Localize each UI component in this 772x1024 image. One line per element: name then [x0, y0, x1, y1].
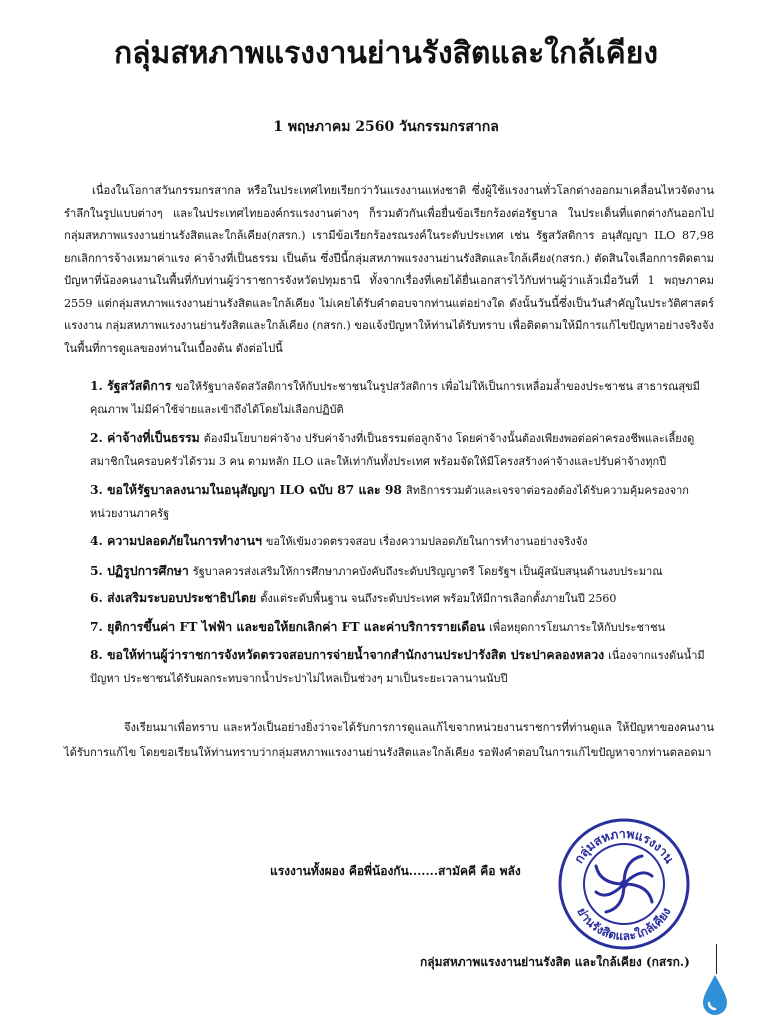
demand-title: 3. ขอให้รัฐบาลลงนามในอนุสัญญา ILO ฉบับ 87 และ 98	[90, 482, 402, 497]
demand-item	[90, 616, 716, 640]
demand-title: 8. ขอให้ท่านผู้ว่าราชการจังหวัดตรวจสอบการจ่ายน้ำจากสำนักงานประปารังสิต ประปาคลองหลวง	[90, 647, 605, 662]
demand-desc: สิทธิการรวมตัวและเจรจาต่อรองต้องได้รับความคุ้มครองจากหน่วยงานภาครัฐ	[90, 484, 689, 520]
demand-desc: เนื่องจากแรงดันน้ำมีปัญหา ประชาชนได้รับผลกระทบจากน้ำประปาไม่ไหลเป็นช่วงๆ มาเป็นระยะเวลานานนับปี	[90, 649, 705, 685]
demand-desc: เพื่อหยุดการโยนภาระให้กับประชาชน	[489, 621, 666, 634]
demand-item	[90, 479, 716, 525]
demand-desc: ขอให้รัฐบาลจัดสวัสดิการให้กับประชาชนในรูปสวัสดิการ เพื่อไม่ให้เป็นการเหลื่อมล้ำของประชาชน สาธารณสุขมีคุณภาพ ไม่มีค่าใช้จ่ายและเข้าถึงได้โดยไม่เลือกปฏิบัติ	[90, 380, 700, 416]
demand-title: 5. ปฏิรูปการศึกษา	[90, 563, 189, 578]
demand-desc: ต้องมีนโยบายค่าจ้าง ปรับค่าจ้างที่เป็นธรรมต่อลูกจ้าง โดยค่าจ้างนั้นต้องเพียงพอต่อค่าครองชีพและเลี้ยงดูสมาชิกในครอบครัวได้รวม 3 คน ตามหลัก ILO และให้เท่ากันทั้งประเทศ พร้อมจัดให้มีโครงสร้างค่าจ้างและปรับค่าจ้างทุกปี	[90, 432, 695, 468]
intro-paragraph: เนื่องในโอกาสวันกรรมกรสากล หรือในประเทศไทยเรียกว่าวันแรงงานแห่งชาติ ซึ่งผู้ใช้แรงงานทั่วโลกต่างออกมาเคลื่อนไหวจัดงานรำลึกในรูปแบบต่างๆ และในประเทศไทยองค์กรแรงงานต่างๆ ก็รวมตัวกันเพื่อยื่นข้อเรียกร้องต่อรัฐบาล ในประเด็นที่แตกต่างกันออกไป กลุ่มสหภาพแรงงานย่านรังสิตและใกล้เคียง(กสรก.) เรามีข้อเรียกร้องรณรงค์ในระดับประเทศ เช่น รัฐสวัสดิการ อนุสัญญา ILO 87,98 ยกเลิกการจ้างเหมาค่าแรง ค่าจ้างที่เป็นธรรม เป็นต้น ซึ่งปีนี้กลุ่มสหภาพแรงงานย่านรังสิตและใกล้เคียง(กสรก.) ตัดสินใจเลือกการติดตามปัญหาที่น้องคนงานในพื้นที่กับท่านผู้ว่าราชการจังหวัดปทุมธานี ทั้งจากเรื่องที่เคยได้ยื่นเอกสารไว้กับท่านผู้ว่าแล้วเมื่อวันที่ 1 พฤษภาคม 2559 แต่กลุ่มสหภาพแรงงานย่านรังสิตและใกล้เคียง ไม่เคยได้รับคำตอบจากท่านแต่อย่างใด ดังนั้นวันนี้ซึ่งเป็นวันสำคัญในประวัติศาสตร์แรงงาน กลุ่มสหภาพแรงงานย่านรังสิตและใกล้เคียง (กสรก.) ขอแจ้งปัญหาให้ท่านได้รับทราบ เพื่อติดตามให้มีการแก้ไขปัญหาอย่างจริงจังในพื้นที่การดูแลของท่านในเบื้องต้น ดังต่อไปนี้	[64, 184, 714, 355]
demand-title: 7. ยุติการขึ้นค่า FT ไฟฟ้า และขอให้ยกเลิกค่า FT และค่าบริการรายเดือน	[90, 619, 486, 634]
demand-title: 6. ส่งเสริมระบอบประชาธิปไตย	[90, 590, 257, 605]
demand-title: 2. ค่าจ้างที่เป็นธรรม	[90, 430, 200, 445]
document-subtitle: 1 พฤษภาคม 2560 วันกรรมกรสากล	[273, 119, 499, 135]
seal-bottom-text: ย่านรังสิตและใกล้เคียง	[574, 905, 674, 944]
union-seal-logo	[556, 816, 692, 952]
demand-item	[90, 427, 716, 473]
demand-desc: รัฐบาลควรส่งเสริมให้การศึกษาภาคบังคับถึงระดับปริญญาตรี โดยรัฐฯ เป็นผู้สนับสนุนด้านงบประมาณ	[192, 565, 663, 578]
demand-title: 1. รัฐสวัสดิการ	[90, 378, 172, 393]
demand-desc: ตั้งแต่ระดับพื้นฐาน จนถึงระดับประเทศ พร้อมให้มีการเลือกตั้งภายในปี 2560	[260, 592, 617, 605]
water-drop-icon	[700, 972, 730, 1016]
demand-item	[90, 587, 716, 611]
demand-desc: ขอให้เข้มงวดตรวจสอบ เรื่องความปลอดภัยในการทำงานอย่างจริงจัง	[265, 535, 588, 548]
motto-line: แรงงานทั้งผอง คือพี่น้องกัน.......สามัคคี คือ พลัง	[270, 864, 521, 878]
signature-line: กลุ่มสหภาพแรงงานย่านรังสิต และใกล้เคียง (กสรก.)	[420, 955, 690, 969]
demand-item	[90, 560, 716, 584]
demand-title: 4. ความปลอดภัยในการทำงานฯ	[90, 533, 262, 548]
demand-item	[90, 530, 716, 554]
demand-item	[90, 644, 716, 690]
document-title: กลุ่มสหภาพแรงงานย่านรังสิตและใกล้เคียง	[114, 36, 658, 71]
text-cursor	[716, 944, 717, 974]
closing-paragraph: จึงเรียนมาเพื่อทราบ และหวังเป็นอย่างยิ่งว่าจะได้รับการการดูแลแก้ไขจากหน่วยงานราชการที่ท่านดูแล ให้ปัญหาของคนงานได้รับการแก้ไข โดยขอเรียนให้ท่านทราบว่ากลุ่มสหภาพแรงงานย่านรังสิตและใกล้เคียง รอฟังคำตอบในการแก้ไขปัญหาจากท่านตลอดมา	[64, 721, 714, 759]
seal-top-text: กลุ่มสหภาพแรงงาน	[570, 825, 678, 866]
demand-item	[90, 375, 716, 421]
